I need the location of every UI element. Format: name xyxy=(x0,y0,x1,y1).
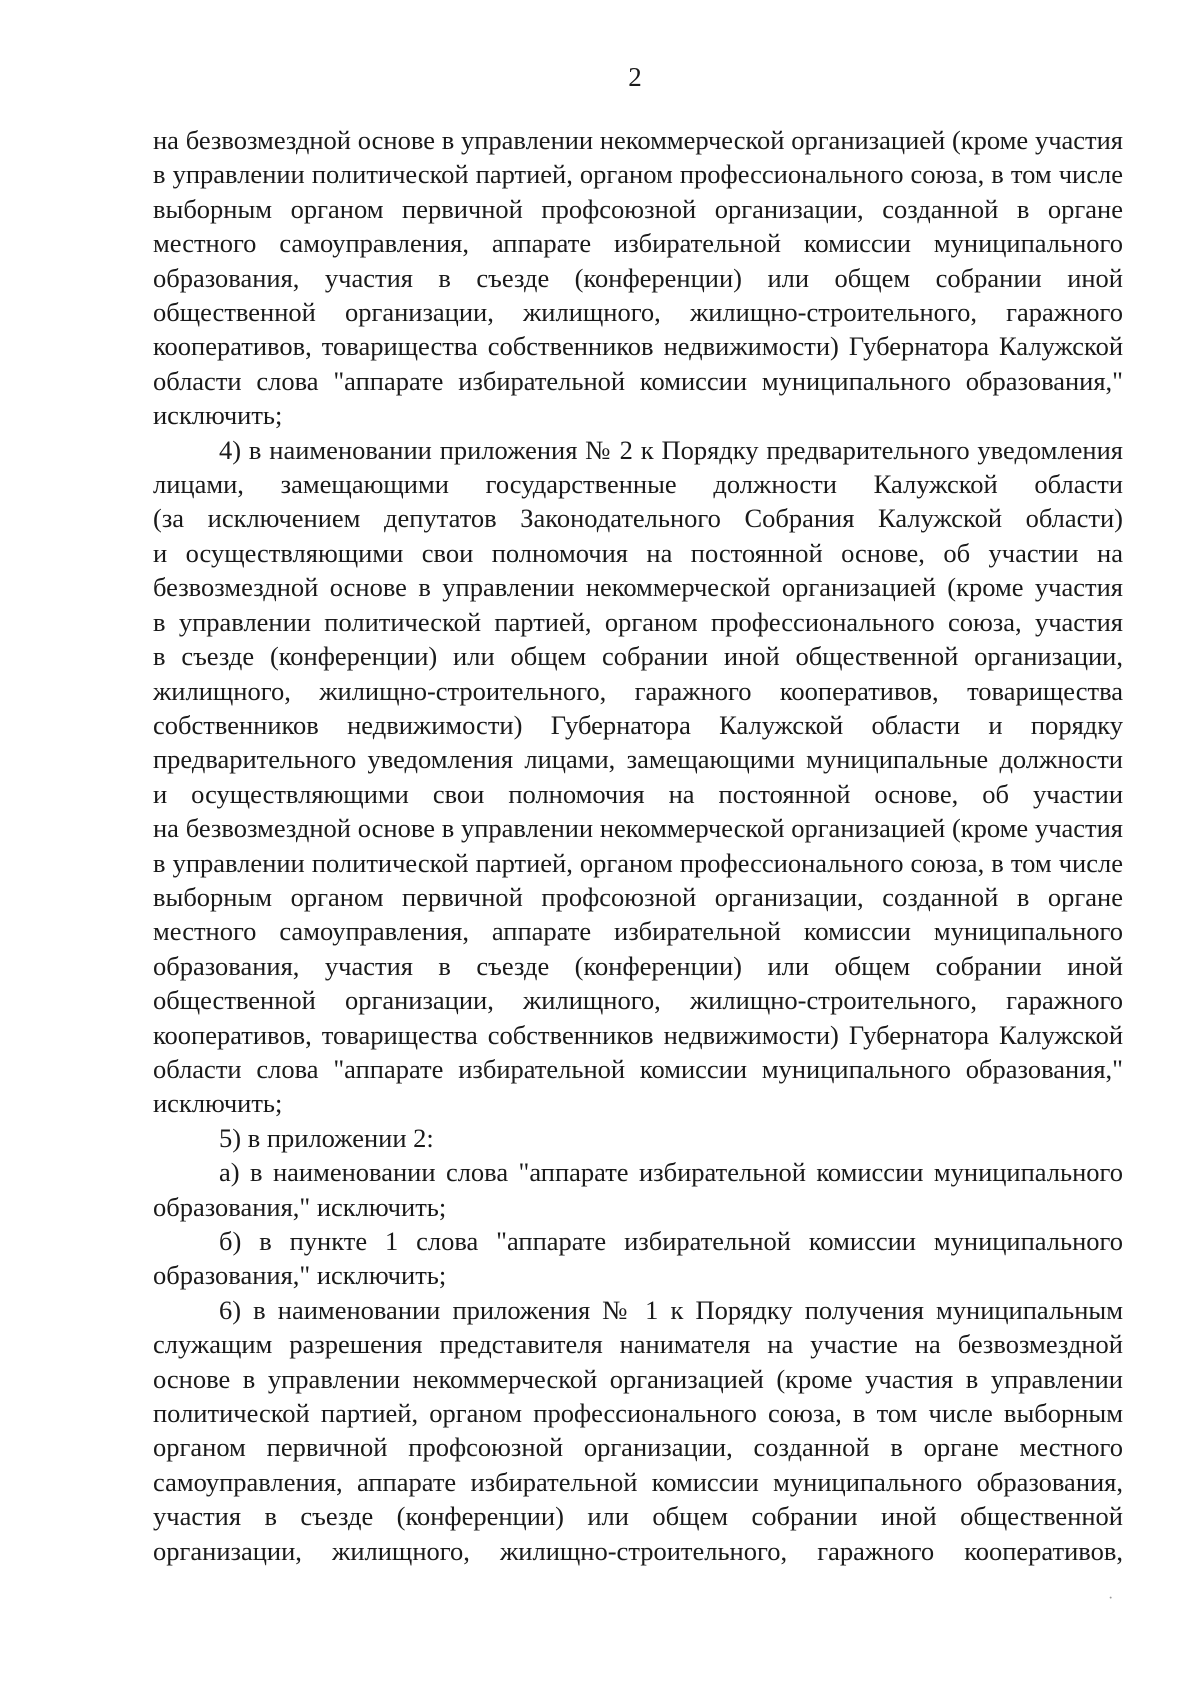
text-line: безвозмездной основе в управлении некоммерческой организацией (кроме участия xyxy=(153,572,1123,603)
text-line: исключить; xyxy=(153,1088,283,1119)
text-line: в съезде (конференции) или общем собрании иной общественной организации, xyxy=(153,641,1123,672)
text-line: служащим разрешения представителя нанимателя на участие на безвозмездной xyxy=(153,1329,1123,1360)
text-line: самоуправления, аппарате избирательной комиссии муниципального образования, xyxy=(153,1466,1123,1497)
text-line: б) в пункте 1 слова "аппарате избирательной комиссии муниципального xyxy=(219,1226,1123,1256)
text-line: в управлении политической партией, органом профессионального союза, участия xyxy=(153,606,1123,637)
text-line: выборным органом первичной профсоюзной организации, созданной в органе xyxy=(153,881,1123,912)
text-line: 5) в приложении 2: xyxy=(219,1122,434,1153)
text-line: жилищного, жилищно-строительного, гаражного кооперативов, товарищества xyxy=(153,675,1123,706)
paragraph-p3 xyxy=(153,1121,1123,1155)
text-line: органом первичной профсоюзной организации, созданной в органе местного xyxy=(153,1432,1123,1463)
text-line: предварительного уведомления лицами, замещающими муниципальные должности xyxy=(153,744,1123,775)
text-line: кооперативов, товарищества собственников недвижимости) Губернатора Калужской xyxy=(153,331,1123,362)
paragraph-p5 xyxy=(153,1224,1123,1293)
text-line: в управлении политической партией, органом профессионального союза, в том числе xyxy=(153,847,1123,878)
text-line: исключить; xyxy=(153,400,283,431)
text-line: на безвозмездной основе в управлении некоммерческой организацией (кроме участия xyxy=(153,125,1123,155)
text-line: в управлении политической партией, органом профессионального союза, в том числе xyxy=(153,159,1123,190)
text-line: участия в съезде (конференции) или общем собрании иной общественной xyxy=(153,1501,1123,1532)
text-line: и осуществляющими свои полномочия на постоянной основе, об участии на xyxy=(153,537,1123,568)
text-line: образования, участия в съезде (конференции) или общем собрании иной xyxy=(153,950,1123,981)
text-line: местного самоуправления, аппарате избирательной комиссии муниципального xyxy=(153,916,1123,947)
text-line: образования," исключить; xyxy=(153,1260,447,1291)
text-line: 6) в наименовании приложения № 1 к Порядку получения муниципальным xyxy=(219,1294,1123,1325)
text-line: 4) в наименовании приложения № 2 к Порядку предварительного уведомления xyxy=(219,434,1123,465)
text-line: области слова "аппарате избирательной комиссии муниципального образования," xyxy=(153,365,1123,396)
document-body xyxy=(153,123,1123,1568)
text-line: области слова "аппарате избирательной комиссии муниципального образования," xyxy=(153,1053,1123,1084)
text-line: и осуществляющими свои полномочия на постоянной основе, об участии xyxy=(153,778,1123,809)
text-line: а) в наименовании слова "аппарате избирательной комиссии муниципального xyxy=(219,1157,1123,1188)
text-line: собственников недвижимости) Губернатора Калужской области и порядку xyxy=(153,709,1123,740)
paragraph-p1 xyxy=(153,123,1123,433)
text-line: образования, участия в съезде (конференции) или общем собрании иной xyxy=(153,262,1123,293)
text-line: общественной организации, жилищного, жилищно-строительного, гаражного xyxy=(153,985,1123,1016)
paragraph-p2 xyxy=(153,433,1123,1121)
text-line: организации, жилищного, жилищно-строительного, гаражного кооперативов, xyxy=(153,1535,1123,1566)
text-line: политической партией, органом профессионального союза, в том числе выборным xyxy=(153,1398,1123,1429)
text-line: выборным органом первичной профсоюзной организации, созданной в органе xyxy=(153,193,1123,224)
text-line: образования," исключить; xyxy=(153,1191,447,1222)
text-line: на безвозмездной основе в управлении некоммерческой организацией (кроме участия xyxy=(153,813,1123,844)
paragraph-p4 xyxy=(153,1155,1123,1224)
text-line: местного самоуправления, аппарате избирательной комиссии муниципального xyxy=(153,228,1123,259)
text-line: общественной организации, жилищного, жилищно-строительного, гаражного xyxy=(153,297,1123,328)
text-line: (за исключением депутатов Законодательного Собрания Калужской области) xyxy=(153,503,1123,534)
scan-speck: · xyxy=(1108,1590,1114,1607)
text-line: основе в управлении некоммерческой организацией (кроме участия в управлении xyxy=(153,1363,1123,1394)
text-line: лицами, замещающими государственные должности Калужской области xyxy=(153,469,1123,500)
page-number: 2 xyxy=(628,62,642,92)
paragraph-p6 xyxy=(153,1293,1123,1568)
text-line: кооперативов, товарищества собственников недвижимости) Губернатора Калужской xyxy=(153,1019,1123,1050)
